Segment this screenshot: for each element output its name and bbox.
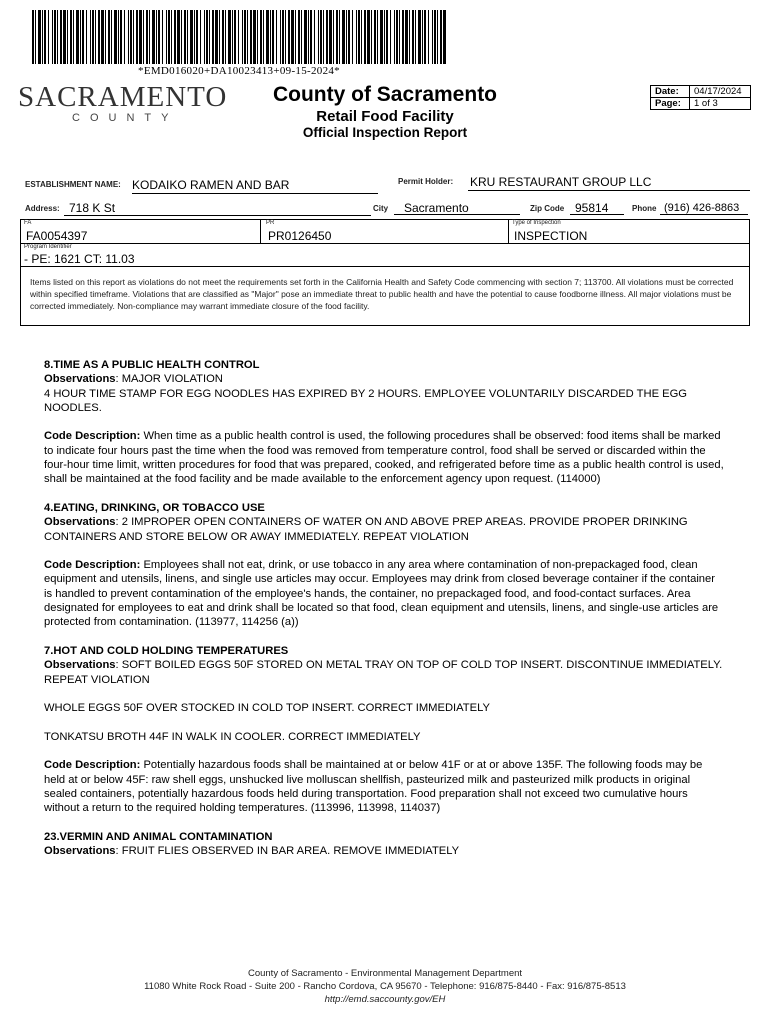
page-footer — [0, 967, 770, 1006]
phone-label: Phone — [632, 204, 657, 213]
observation-text: SOFT BOILED EGGS 50F STORED ON METAL TRAY ON TOP OF COLD TOP INSERT. DISCONTINUE IMMEDIATELY. REPEAT VIOLATION — [44, 659, 723, 686]
info-col-divider-2 — [508, 219, 509, 243]
violation-title: 8.TIME AS A PUBLIC HEALTH CONTROL — [44, 359, 260, 371]
info-col-divider-1 — [260, 219, 261, 243]
inspection-type-value: INSPECTION — [514, 229, 588, 243]
barcode-text: *EMD016020+DA10023413+09-15-2024* — [138, 65, 340, 77]
inspection-type-label: Type of Inspection — [512, 220, 561, 226]
code-description-label: Code Description: — [44, 430, 141, 443]
page-value: 1 of 3 — [690, 98, 751, 110]
phone-value: (916) 426-8863 — [660, 202, 748, 215]
pr-label: PR — [266, 220, 275, 226]
program-label: Program Identifier — [24, 244, 72, 250]
violation-title: 7.HOT AND COLD HOLDING TEMPERATURES — [44, 644, 289, 657]
pr-value: PR0126450 — [268, 229, 332, 243]
date-label: Date: — [651, 86, 690, 98]
logo-main-text: SACRAMENTO — [18, 81, 228, 113]
observations-label: Observations — [44, 845, 116, 858]
violation-item: 23.VERMIN AND ANIMAL CONTAMINATION Observations: FRUIT FLIES OBSERVED IN BAR AREA. REMOVE IMMEDIATELY — [44, 830, 460, 858]
permit-holder: KRU RESTAURANT GROUP LLC — [468, 175, 750, 191]
code-description-label: Code Description: — [44, 559, 141, 572]
violation-item: 7.HOT AND COLD HOLDING TEMPERATURES Observations: SOFT BOILED EGGS 50F STORED ON METAL TRAY ON TOP OF COLD TOP INSERT. DISCONTINUE IMMEDIATELY. REPEAT VIOLATION WHOLE EGGS 50F OVER STOCKED IN COLD TOP INSERT. CORRECT IMMEDIATELY TONKATSU BROTH 44F IN WALK IN COOLER. CORRECT IMMEDIATELY Code Description: Potentially hazardous foods shall be maintained at or below 41F or at or above 135F. The following foods may be held at or below 45F: raw shell eggs, unshucked live molluscan shellfish, pasteurized milk and pasteurized milk products in original sealed containers, potentially hazardous foods held during transportation. Food preparation shall not exceed two cumulative hours without a return to the required holding temperatures. (113996, 113998, 114037) — [44, 644, 723, 815]
observation-text: MAJOR VIOLATION — [121, 373, 223, 386]
fa-label: FA — [24, 220, 32, 226]
establishment-name-label: ESTABLISHMENT NAME: — [25, 180, 121, 189]
footer-department: County of Sacramento - Environmental Management Department — [247, 968, 523, 979]
address-value: 718 K St — [64, 201, 371, 216]
violation-title: 4.EATING, DRINKING, OR TOBACCO USE — [44, 501, 265, 514]
code-description-label: Code Description: — [44, 759, 141, 772]
footer-address: 11080 White Rock Road - Suite 200 - Rancho Cordova, CA 95670 - Telephone: 916/875-8440 - Fax: 916/875-8513 — [144, 981, 626, 992]
code-description: Employees shall not eat, drink, or use tobacco in any area where contamination of non-prepackaged food, clean equipment and utensils, linens, and single use articles may occur. Employees may drink from closed beverage container if the container is handled to prevent contamination of the employee's hands, the container, no prepackaged food, and food-contact surfaces. Area designated for employees to eat and drink shall be located so that food, clean equipment and utensils, linens, and single-use articles are protected from contamination. (113977, 114256 (a)) — [44, 559, 719, 629]
violation-item: 4.EATING, DRINKING, OR TOBACCO USE Observations: 2 IMPROPER OPEN CONTAINERS OF WATER ON AND ABOVE PREP AREAS. PROVIDE PROPER DRINKING CONTAINERS AND STORE BELOW OR AWAY IMMEDIATELY. REPEAT VIOLATION Code Description: Employees shall not eat, drink, or use tobacco in any area where contamination of non-prepackaged food, clean equipment and utensils, linens, and single use articles may occur. Employees may drink from closed beverage container if the container is handled to prevent contamination of the employee's hands, the container, no prepackaged food, and food-contact surfaces. Area designated for employees to eat and drink shall be located so that food, clean equipment and utensils, linens, and single-use articles are protected from contamination. (113977, 114256 (a)) — [44, 501, 719, 629]
fa-value: FA0054397 — [26, 229, 88, 243]
observation-note: TONKATSU BROTH 44F IN WALK IN COOLER. CORRECT IMMEDIATELY — [44, 730, 421, 743]
page-title: County of Sacramento — [272, 83, 498, 106]
observation-text: 4 HOUR TIME STAMP FOR EGG NOODLES HAS EXPIRED BY 2 HOURS. EMPLOYEE VOLUNTARILY DISCARDED THE EGG NOODLES. — [44, 387, 688, 414]
observations-label: Observations — [44, 659, 116, 672]
county-logo — [18, 81, 228, 130]
observation-text: 2 IMPROPER OPEN CONTAINERS OF WATER ON AND ABOVE PREP AREAS. PROVIDE PROPER DRINKING CONTAINERS AND STORE BELOW OR AWAY IMMEDIATELY. REPEAT VIOLATION — [44, 516, 688, 543]
program-value: - PE: 1621 CT: 11.03 — [24, 252, 135, 266]
permit-holder-label: Permit Holder: — [398, 177, 454, 186]
page-label: Page: — [651, 98, 690, 110]
info-divider-2 — [20, 266, 749, 267]
zip-value: 95814 — [570, 201, 624, 215]
observations-label: Observations — [44, 373, 116, 386]
city-value: Sacramento — [394, 201, 520, 215]
code-description: Potentially hazardous foods shall be maintained at or below 41F or at or above 135F. The following foods may be held at or below 45F: raw shell eggs, unshucked live molluscan shellfish, pasteurized milk and pasteurized milk products in original sealed containers, potentially hazardous foods held during transportation. Food preparation shall not exceed two cumulative hours without a return to the required holding temperatures. (113996, 113998, 114037) — [44, 759, 703, 815]
info-divider — [20, 243, 749, 244]
address-label: Address: — [25, 204, 60, 213]
report-title: Official Inspection Report — [302, 125, 468, 140]
establishment-name: KODAIKO RAMEN AND BAR — [132, 178, 378, 194]
observation-note: WHOLE EGGS 50F OVER STOCKED IN COLD TOP INSERT. CORRECT IMMEDIATELY — [44, 702, 490, 715]
violation-item: 8.TIME AS A PUBLIC HEALTH CONTROL Observations: MAJOR VIOLATION 4 HOUR TIME STAMP FOR EGG NOODLES HAS EXPIRED BY 2 HOURS. EMPLOYEE VOLUNTARILY DISCARDED THE EGG NOODLES. Code Description: When time as a public health control is used, the following procedures shall be observed: food items shall be marked to indicate four hours past the time when the food was removed from temperature control, food shall be served or discarded within the four-hour time limit, written procedures for food that was prepared, cooked, and refrigerated before time as a public health control is used, shall be maintained at the food facility and be made available to the enforcement agency upon request. (114000) — [44, 359, 724, 486]
barcode — [32, 10, 446, 64]
footer-link[interactable]: http://emd.saccounty.gov/EH — [324, 994, 446, 1005]
violation-title: 23.VERMIN AND ANIMAL CONTAMINATION — [44, 830, 273, 843]
violations-list — [44, 358, 724, 858]
city-label: City — [373, 204, 389, 213]
zip-label: Zip Code — [530, 204, 565, 213]
logo-sub-text: COUNTY — [72, 112, 179, 124]
page-subtitle: Retail Food Facility — [316, 108, 454, 125]
date-value: 04/17/2024 — [690, 86, 751, 98]
date-page-box — [650, 85, 751, 110]
violation-notice: Items listed on this report as violations do not meet the requirements set forth in the California Health and Safety Code commencing with section 7; 113700. All violations must be corrected within specified timeframe. Violations that are classified as "Major" pose an immediate threat to public health and have the potential to cause foodborne illness. All major violations must be corrected immediately. Non-compliance may warrant immediate closure of the food facility. — [30, 277, 734, 311]
observations-label: Observations — [44, 516, 116, 529]
observation-text: FRUIT FLIES OBSERVED IN BAR AREA. REMOVE IMMEDIATELY — [121, 845, 460, 858]
code-description: When time as a public health control is used, the following procedures shall be observed: food items shall be marked to indicate four hours past the time when the food was removed from temperature control, food shall be served or discarded within the four-hour time limit, written procedures for food that was prepared, cooked, and refrigerated before time as a public health control is used, shall be maintained at the food facility and be made available to the enforcement agency upon request. (114000) — [44, 430, 724, 486]
